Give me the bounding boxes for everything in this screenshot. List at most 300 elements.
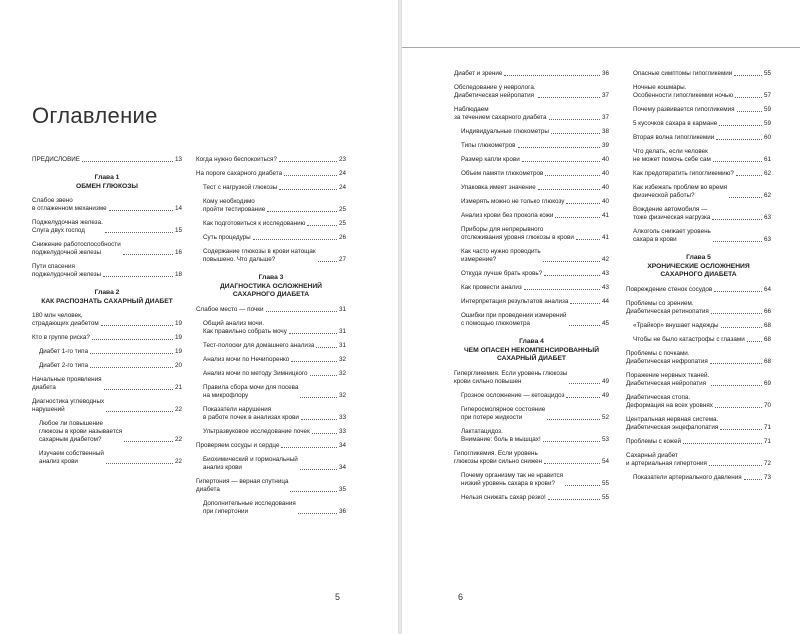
dot-leader [318, 261, 337, 262]
toc-entry-page: 66 [763, 307, 771, 315]
toc-entry-page: 22 [174, 458, 182, 465]
toc-entry[interactable] [196, 320, 346, 336]
toc-entry[interactable] [626, 84, 771, 100]
toc-entry-title: Что делать, если человек не может помочь себе сам [633, 148, 711, 163]
toc-entry-title: Как подготовиться к исследованию [203, 220, 306, 227]
toc-entry-page: 24 [338, 184, 346, 191]
toc-entry-title: Гипогликемия. Если уровень глюкозы крови сильно снижен [454, 449, 543, 465]
chapter-heading: Глава 2 КАК РАСПОЗНАТЬ САХАРНЫЙ ДИАБЕТ [41, 289, 173, 305]
dot-leader [565, 485, 600, 486]
toc-entry-page: 13 [174, 156, 182, 163]
toc-column [196, 156, 346, 522]
toc-entry-page: 18 [174, 271, 182, 278]
toc-entry-page: 72 [763, 459, 771, 467]
toc-entry[interactable] [454, 450, 609, 466]
toc-entry-title: Индивидуальные глюкометры [461, 128, 549, 135]
dot-leader [716, 139, 762, 140]
toc-entry-title: Нельзя снижать сахар резко! [461, 493, 546, 501]
toc-entry-title: Диагностика углеводных нарушений [32, 398, 105, 413]
dot-leader [737, 111, 762, 112]
toc-entry-page: 40 [601, 198, 609, 205]
toc-entry[interactable] [196, 248, 346, 264]
toc-entry[interactable] [454, 170, 609, 178]
dot-leader [570, 303, 600, 304]
toc-entry-page: 33 [338, 427, 346, 435]
toc-entry[interactable] [196, 170, 346, 178]
toc-entry-page: 31 [338, 327, 346, 335]
toc-entry[interactable] [196, 342, 346, 350]
toc-entry[interactable] [196, 220, 346, 228]
dot-leader [109, 210, 173, 211]
toc-entry-title: Анализ крови без прокола кожи [461, 212, 554, 219]
toc-entry[interactable] [626, 452, 771, 468]
toc-entry[interactable] [196, 442, 346, 450]
toc-entry[interactable] [454, 270, 609, 278]
dot-leader [569, 325, 600, 326]
toc-entry[interactable] [196, 184, 346, 192]
toc-entry-title: Проблемы с почками. Диабетическая нефропатия [626, 349, 708, 365]
toc-entry[interactable] [626, 134, 771, 142]
toc-entry-page: 63 [763, 236, 771, 243]
toc-entry-page: 73 [763, 473, 771, 481]
toc-entry[interactable] [32, 334, 182, 342]
toc-entry-page: 71 [763, 437, 771, 445]
dot-leader [566, 397, 600, 398]
toc-entry-page: 70 [763, 401, 771, 409]
dot-leader [713, 161, 762, 162]
toc-entry[interactable] [454, 198, 609, 206]
dot-leader [105, 232, 173, 233]
toc-entry[interactable] [32, 450, 182, 466]
toc-entry-title: Поражение нервных тканей. Диабетическая нейропатия [626, 371, 710, 387]
dot-leader [551, 133, 600, 134]
toc-entry-title: Грозное осложнение — кетоацидоз [461, 391, 565, 399]
toc-entry-page: 25 [338, 220, 346, 227]
toc-entry-page: 32 [338, 391, 346, 399]
toc-entry-page: 57 [763, 92, 771, 99]
toc-entry-title: Чтобы не было катастрофы с глазами [633, 335, 745, 343]
toc-entry[interactable] [454, 406, 609, 422]
toc-entry-title: Проверяем сосуды и сердце [196, 441, 280, 449]
dot-leader [307, 225, 337, 226]
dot-leader [538, 97, 600, 98]
toc-entry-title: Диабетическая стопа. Деформация на всех уровнях [626, 393, 713, 409]
toc-entry-title: Снижение работоспособности поджелудочной железы [32, 241, 121, 256]
toc-entry[interactable] [626, 300, 771, 316]
toc-entry-page: 38 [601, 128, 609, 135]
toc-entry[interactable] [626, 350, 771, 366]
left-page [0, 0, 398, 634]
toc-entry[interactable] [32, 398, 182, 414]
dot-leader [720, 429, 762, 430]
toc-entry-title: Как предотвратить гипогликемию? [633, 170, 734, 177]
toc-entry[interactable] [196, 406, 346, 422]
toc-entry[interactable] [626, 106, 771, 114]
toc-entry-page: 40 [601, 184, 609, 191]
toc-entry-page: 37 [601, 114, 609, 121]
toc-entry-page: 40 [601, 156, 609, 163]
dot-leader [524, 289, 600, 290]
toc-entry-page: 32 [338, 355, 346, 363]
dot-leader [538, 189, 600, 190]
toc-entry[interactable] [626, 336, 771, 344]
toc-entry[interactable] [196, 198, 346, 214]
toc-entry[interactable] [32, 219, 182, 235]
toc-entry-page: 62 [763, 170, 771, 177]
toc-entry-page: 64 [763, 285, 771, 293]
toc-entry[interactable] [626, 184, 771, 200]
toc-entry-title: Ошибки при проведении измерений с помощью глюкометра [461, 312, 567, 327]
toc-entry[interactable] [454, 494, 609, 502]
toc-entry-title: Проблемы со зрением. Диабетическая ретинопатия [626, 299, 709, 315]
toc-entry-title: Кому необходимо пройти тестирование [203, 198, 266, 213]
toc-entry[interactable] [626, 416, 771, 432]
toc-entry-title: Показатели нарушения в работе почек в анализах крови [203, 405, 299, 421]
dot-leader [310, 375, 337, 376]
toc-entry-title: Тест с нагрузкой глюкозы [203, 184, 278, 191]
dot-leader [106, 463, 173, 464]
toc-entry-title: Ночные кошмары. Особенности гипогликемии ночью [633, 84, 734, 99]
toc-entry-page: 40 [601, 170, 609, 177]
toc-entry-page: 71 [763, 423, 771, 431]
toc-entry-page: 31 [338, 305, 346, 313]
toc-entry-page: 63 [763, 214, 771, 221]
dot-leader [543, 441, 600, 442]
dot-leader [713, 241, 762, 242]
toc-entry[interactable] [196, 370, 346, 378]
dot-leader [719, 125, 762, 126]
toc-entry-page: 20 [174, 362, 182, 369]
toc-entry[interactable] [454, 142, 609, 150]
toc-entry-page: 27 [338, 256, 346, 263]
toc-entry-title: Тест-полоски для домашнего анализа [203, 341, 315, 349]
toc-entry[interactable] [454, 284, 609, 292]
toc-entry-page: 36 [338, 507, 346, 515]
dot-leader [290, 491, 337, 492]
dot-leader [82, 161, 173, 162]
dot-leader [729, 197, 762, 198]
dot-leader [301, 419, 337, 420]
dot-leader [548, 499, 600, 500]
toc-entry[interactable] [454, 84, 609, 100]
dot-leader [300, 469, 337, 470]
toc-entry[interactable] [626, 474, 771, 482]
toc-entry-title: Почему развивается гипогликемия [633, 106, 735, 113]
toc-entry-page: 15 [174, 227, 182, 234]
dot-leader [569, 383, 600, 384]
toc-entry-title: Общий анализ мочи. Как правильно собрать мочу [203, 319, 287, 335]
toc-entry-title: Поджелудочная железа. Слуга двух господ [32, 219, 103, 234]
dot-leader [291, 361, 337, 362]
toc-entry-page: 21 [174, 384, 182, 391]
toc-entry[interactable] [454, 312, 609, 328]
page-number: 5 [334, 592, 340, 602]
dot-leader [298, 513, 337, 514]
dot-leader [544, 275, 600, 276]
toc-entry-page: 34 [338, 441, 346, 449]
toc-entry-page: 61 [763, 156, 771, 163]
toc-entry[interactable] [32, 197, 182, 213]
toc-entry-title: Дополнительные исследования при гипертонии [203, 499, 296, 515]
dot-leader [123, 254, 173, 255]
toc-entry-title: Гипергликемия. Если уровень глюкозы крови сильно повышен [454, 369, 568, 385]
dot-leader [714, 291, 762, 292]
toc-entry[interactable] [196, 478, 346, 494]
toc-entry-title: Когда нужно беспокоиться? [196, 156, 277, 163]
toc-entry-title: Слабое место — почки [196, 305, 264, 313]
toc-entry-page: 52 [601, 413, 609, 421]
toc-entry[interactable] [626, 394, 771, 410]
dot-leader [266, 311, 337, 312]
toc-entry-title: Наблюдаем за течением сахарного диабета [454, 106, 547, 121]
toc-entry-title: Диабет 2-го типа [39, 362, 89, 369]
dot-leader [106, 411, 173, 412]
toc-entry-page: 19 [174, 348, 182, 355]
toc-entry-page: 69 [763, 379, 771, 387]
dot-leader [747, 341, 762, 342]
toc-entry-page: 39 [601, 142, 609, 149]
toc-entry-title: Измерять можно не только глюкозу [461, 198, 565, 205]
toc-title: Оглавление [32, 103, 158, 128]
toc-entry[interactable] [626, 372, 771, 388]
toc-column [32, 156, 182, 472]
dot-leader [711, 385, 762, 386]
dot-leader [734, 75, 762, 76]
toc-entry-title: Вторая волна гипогликемии [633, 134, 715, 141]
toc-entry[interactable] [196, 500, 346, 516]
dot-leader [576, 239, 600, 240]
toc-entry-title: Кто в группе риска? [32, 334, 90, 341]
dot-leader [267, 211, 337, 212]
toc-entry-title: Слабое звено в отлаженном механизме [32, 197, 107, 212]
toc-entry-title: Правила сбора мочи для посева на микрофлору [203, 383, 299, 399]
toc-entry[interactable] [32, 241, 182, 257]
toc-entry-page: 33 [338, 413, 346, 421]
toc-entry-title: Размер капли крови [461, 156, 520, 163]
toc-entry[interactable] [196, 356, 346, 364]
chapter-heading: Глава 3 ДИАГНОСТИКА ОСЛОЖНЕНИЙ САХАРНОГО ДИАБЕТА [220, 274, 322, 298]
toc-entry[interactable] [454, 392, 609, 400]
toc-entry[interactable] [454, 428, 609, 444]
dot-leader [735, 97, 762, 98]
dot-leader [566, 203, 600, 204]
toc-entry[interactable] [454, 370, 609, 386]
toc-entry[interactable] [454, 184, 609, 192]
toc-entry-page: 19 [174, 320, 182, 327]
dot-leader [289, 333, 337, 334]
toc-entry[interactable] [32, 156, 182, 164]
toc-entry[interactable] [626, 148, 771, 164]
toc-column [626, 70, 771, 488]
toc-entry[interactable] [196, 428, 346, 436]
toc-entry-title: Проблемы с кожей [626, 437, 682, 445]
toc-entry[interactable] [32, 312, 182, 328]
toc-entry-title: Изучаем собственный анализ крови [39, 450, 104, 465]
dot-leader [103, 276, 173, 277]
toc-entry-title: Вождение автомобиля — тоже физическая нагрузка [633, 206, 711, 221]
toc-entry-title: Опасные симптомы гипогликемии [633, 70, 733, 77]
toc-entry-page: 36 [601, 70, 609, 77]
toc-entry-title: Лактатацидоз. Внимание: боль в мышцах! [461, 427, 541, 443]
toc-entry-page: 37 [601, 92, 609, 99]
toc-entry-page: 41 [601, 212, 609, 219]
right-page [402, 0, 800, 634]
toc-entry[interactable] [454, 472, 609, 488]
dot-leader [545, 175, 600, 176]
toc-entry[interactable] [454, 128, 609, 136]
dot-leader [253, 239, 337, 240]
toc-entry[interactable] [626, 286, 771, 294]
dot-leader [721, 327, 762, 328]
toc-entry[interactable] [454, 106, 609, 122]
toc-entry-title: Анализ мочи по методу Зимницкого [203, 369, 308, 377]
toc-entry-page: 34 [338, 463, 346, 471]
dot-leader [744, 479, 762, 480]
toc-entry-title: Суть процедуры [203, 234, 251, 241]
toc-entry-page: 55 [601, 479, 609, 487]
toc-entry[interactable] [626, 228, 771, 244]
toc-entry-title: Диабет и зрение [454, 70, 503, 77]
toc-entry-title: Центральная нервная система. Диабетическая энцефалопатия [626, 415, 719, 431]
toc-entry-page: 49 [601, 391, 609, 399]
dot-leader [711, 313, 762, 314]
toc-entry[interactable] [196, 156, 346, 164]
toc-entry-title: Показатели артериального давления [633, 473, 742, 481]
toc-entry-page: 45 [601, 320, 609, 327]
toc-entry-page: 44 [601, 298, 609, 305]
toc-entry-title: Интерпретация результатов анализа [461, 298, 569, 305]
toc-entry-page: 22 [174, 406, 182, 413]
toc-entry-page: 26 [338, 234, 346, 241]
toc-entry-page: 24 [338, 170, 346, 177]
dot-leader [90, 353, 173, 354]
toc-entry-page: 68 [763, 335, 771, 343]
toc-entry-title: Как избежать проблем во время физической работы? [633, 184, 728, 199]
toc-entry-page: 42 [601, 256, 609, 263]
toc-entry-page: 54 [601, 457, 609, 465]
dot-leader [518, 147, 600, 148]
toc-entry-page: 59 [763, 120, 771, 127]
toc-entry-title: Алкоголь снижает уровень сахара в крови [633, 228, 711, 243]
toc-entry-title: Любое ли повышение глюкозы в крови называется сахарным диабетом? [39, 420, 123, 443]
toc-entry[interactable] [196, 456, 346, 472]
toc-entry-title: 5 кусочков сахара в кармане [633, 120, 718, 127]
toc-entry-page: 25 [338, 206, 346, 213]
dot-leader [90, 367, 173, 368]
toc-entry-page: 55 [601, 493, 609, 501]
toc-entry-page: 43 [601, 270, 609, 277]
dot-leader [683, 443, 762, 444]
dot-leader [543, 261, 600, 262]
dot-leader [715, 407, 762, 408]
dot-leader [555, 217, 600, 218]
dot-leader [522, 161, 600, 162]
toc-entry-page: 68 [763, 321, 771, 329]
toc-entry[interactable] [454, 226, 609, 242]
toc-entry[interactable] [32, 362, 182, 370]
dot-leader [279, 161, 337, 162]
dot-leader [547, 419, 600, 420]
dot-leader [104, 389, 173, 390]
toc-entry-title: Биохимический и гормональный анализ крови [203, 455, 298, 471]
header-rule [402, 47, 800, 48]
toc-entry-title: ПРЕДИСЛОВИЕ [32, 156, 81, 163]
toc-entry-title: Приборы для непрерывного отслеживания уровня глюкозы в крови [461, 226, 574, 241]
toc-entry-title: Повреждение стенок сосудов [626, 285, 713, 293]
toc-entry-page: 68 [763, 357, 771, 365]
toc-entry-title: Гипертония — верная спутница диабета [196, 477, 289, 493]
toc-entry[interactable] [626, 170, 771, 178]
toc-entry-title: Ультразвуковое исследование почек [203, 427, 310, 435]
toc-entry[interactable] [196, 384, 346, 400]
toc-entry-title: Как провести анализ [461, 284, 522, 291]
toc-entry-title: Откуда лучше брать кровь? [461, 270, 543, 277]
dot-leader [281, 447, 337, 448]
toc-entry-page: 60 [763, 134, 771, 141]
toc-entry[interactable] [454, 248, 609, 264]
page-number: 6 [458, 592, 464, 602]
toc-entry-title: Начальные проявления диабета [32, 376, 102, 391]
toc-entry-page: 43 [601, 284, 609, 291]
dot-leader [124, 441, 173, 442]
toc-entry-page: 31 [338, 341, 346, 349]
toc-entry-page: 23 [338, 156, 346, 163]
toc-entry[interactable] [454, 70, 609, 78]
dot-leader [710, 363, 762, 364]
toc-entry-title: Упаковка имеет значение [461, 184, 536, 191]
toc-entry[interactable] [32, 420, 182, 444]
toc-entry[interactable] [626, 438, 771, 446]
toc-entry-title: Обследование у невролога. Диабетическая нейропатия [454, 84, 536, 99]
dot-leader [549, 119, 600, 120]
toc-entry-page: 35 [338, 485, 346, 493]
toc-entry[interactable] [626, 206, 771, 222]
toc-entry-title: Как часто нужно проводить измерение? [461, 248, 541, 263]
toc-entry-page: 55 [763, 70, 771, 77]
toc-entry-page: 53 [601, 435, 609, 443]
toc-entry-title: «Трайкор» внушает надежды [633, 321, 719, 329]
toc-entry-title: Содержание глюкозы в крови натощак повышено. Что дальше? [203, 248, 316, 263]
chapter-heading: Глава 5 ХРОНИЧЕСКИЕ ОСЛОЖНЕНИЯ САХАРНОГО ДИАБЕТА [647, 254, 750, 278]
toc-entry[interactable] [626, 70, 771, 78]
dot-leader [312, 433, 337, 434]
dot-leader [709, 465, 762, 466]
toc-entry[interactable] [32, 376, 182, 392]
toc-entry[interactable] [626, 120, 771, 128]
toc-column [454, 70, 609, 508]
toc-entry-title: 180 млн человек, страдающих диабетом [32, 312, 99, 327]
dot-leader [284, 175, 337, 176]
toc-entry-page: 32 [338, 369, 346, 377]
toc-entry[interactable] [626, 322, 771, 330]
toc-entry-page: 22 [174, 436, 182, 443]
dot-leader [712, 219, 762, 220]
dot-leader [544, 463, 600, 464]
toc-entry[interactable] [454, 212, 609, 220]
toc-entry[interactable] [32, 263, 182, 279]
toc-entry[interactable] [454, 156, 609, 164]
chapter-heading: Глава 1 ОБМЕН ГЛЮКОЗЫ [76, 174, 138, 190]
toc-entry[interactable] [32, 348, 182, 356]
dot-leader [279, 189, 337, 190]
toc-entry[interactable] [196, 234, 346, 242]
dot-leader [504, 75, 600, 76]
toc-entry[interactable] [196, 306, 346, 314]
toc-entry-title: На пороге сахарного диабета [196, 170, 283, 177]
dot-leader [101, 325, 173, 326]
toc-entry[interactable] [454, 298, 609, 306]
toc-entry-title: Объем памяти глюкометров [461, 170, 544, 177]
